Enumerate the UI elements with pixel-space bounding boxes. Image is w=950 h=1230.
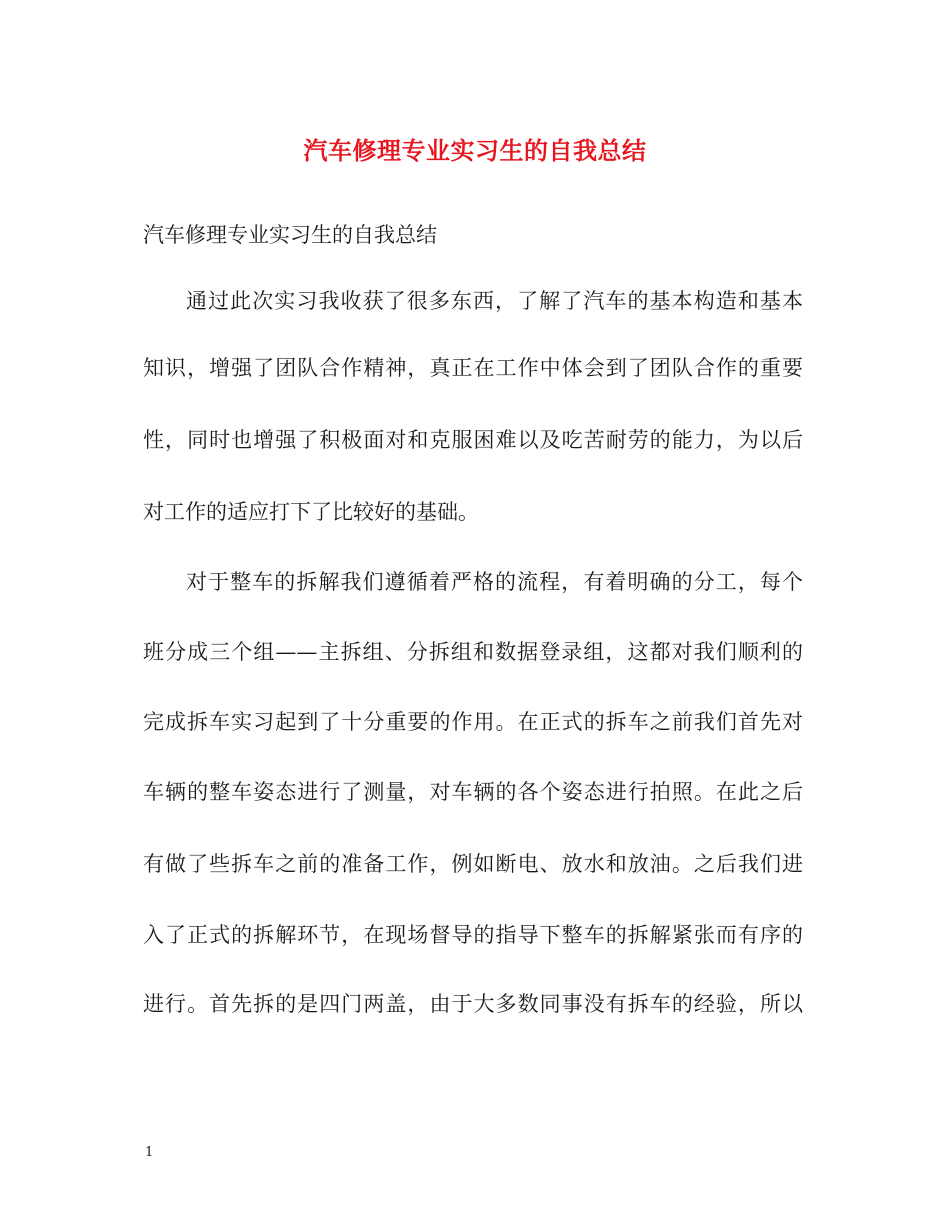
page-number: 1 (145, 1145, 154, 1160)
document-subtitle: 汽车修理专业实习生的自我总结 (143, 223, 437, 247)
paragraph-2-line-3: 完成拆车实习起到了十分重要的作用。在正式的拆车之前我们首先对 (143, 710, 803, 734)
paragraph-1-line-3: 性，同时也增强了积极面对和克服困难以及吃苦耐劳的能力，为以后 (143, 428, 803, 452)
paragraph-1-line-1: 通过此次实习我收获了很多东西，了解了汽车的基本构造和基本 (186, 289, 803, 313)
paragraph-2-line-2: 班分成三个组——主拆组、分拆组和数据登录组，这都对我们顺利的 (143, 640, 803, 664)
document-title: 汽车修理专业实习生的自我总结 (303, 136, 647, 165)
paragraph-2-line-7: 进行。首先拆的是四门两盖，由于大多数同事没有拆车的经验，所以 (143, 992, 803, 1016)
paragraph-2-line-6: 入了正式的拆解环节，在现场督导的指导下整车的拆解紧张而有序的 (143, 923, 803, 947)
paragraph-1-line-4: 对工作的适应打下了比较好的基础。 (143, 500, 479, 524)
paragraph-2-line-1: 对于整车的拆解我们遵循着严格的流程，有着明确的分工，每个 (186, 570, 803, 594)
paragraph-1-line-2: 知识，增强了团队合作精神，真正在工作中体会到了团队合作的重要 (143, 356, 803, 380)
paragraph-2-line-5: 有做了些拆车之前的准备工作，例如断电、放水和放油。之后我们进 (143, 852, 803, 876)
paragraph-2-line-4: 车辆的整车姿态进行了测量，对车辆的各个姿态进行拍照。在此之后 (143, 780, 803, 804)
